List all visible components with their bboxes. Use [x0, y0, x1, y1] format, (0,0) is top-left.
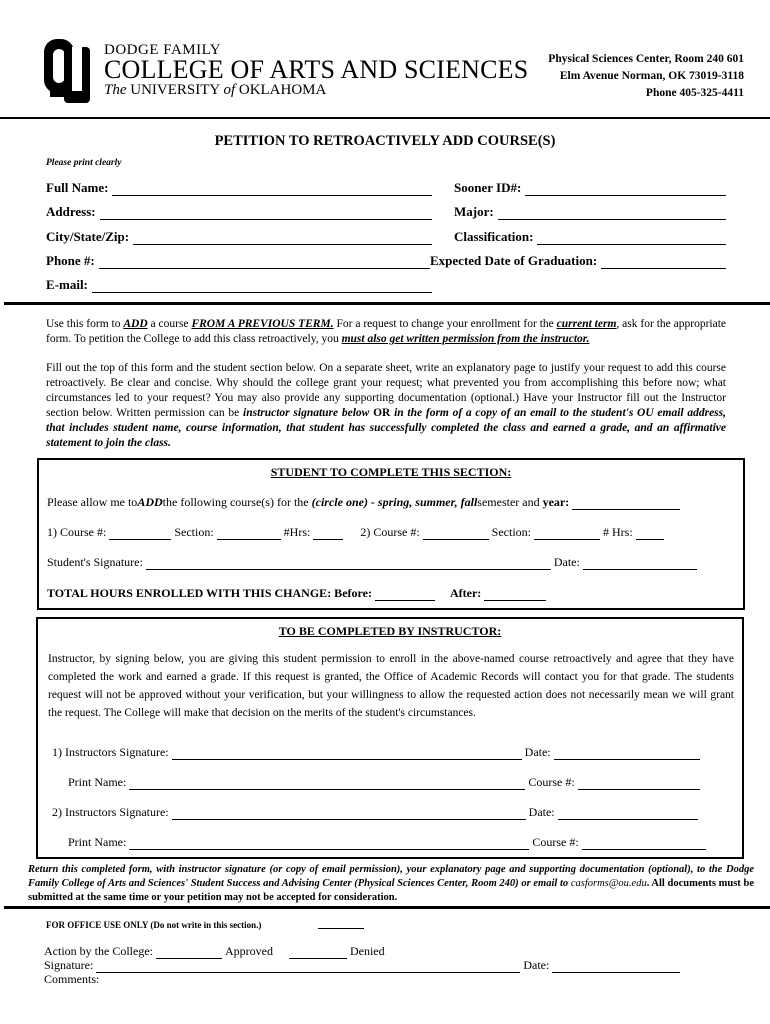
school-line-3: The UNIVERSITY of OKLAHOMA	[104, 82, 327, 98]
office-signature-row: Signature: Date:	[44, 958, 683, 973]
instructor-1-signature-row: 1) Instructors Signature: Date:	[52, 745, 703, 760]
college-address: Physical Sciences Center, Room 240 601 Elm Avenue Norman, OK 73019-3118 Phone 405-325-4411	[548, 53, 744, 99]
course-1-input[interactable]	[109, 527, 171, 540]
office-date-input[interactable]	[552, 960, 680, 973]
office-comments-label: Comments:	[44, 972, 100, 986]
student-section-title: STUDENT TO COMPLETE THIS SECTION:	[270, 465, 512, 479]
instructor-2-print-row: Print Name: Course #:	[68, 835, 709, 850]
instructor-section-title: TO BE COMPLETED BY INSTRUCTOR:	[278, 624, 502, 638]
ou-logo-mark	[42, 37, 94, 105]
instructor-2-print-input[interactable]	[129, 837, 529, 850]
instructor-2-signature-input[interactable]	[172, 807, 526, 820]
add-course-request: Please allow me to ADD the following course(s) for the (circle one) - spring, summer, fall semester and year:	[47, 495, 683, 510]
submission-email-link[interactable]: casforms@ou.edu	[570, 878, 647, 889]
instructor-2-date-input[interactable]	[558, 807, 698, 820]
student-section	[37, 458, 745, 610]
major-field[interactable]: Major:	[454, 204, 726, 220]
instructor-1-print-row: Print Name: Course #:	[68, 775, 703, 790]
student-signature-input[interactable]	[146, 557, 551, 570]
course-row: 1) Course #: Section: #Hrs: 2) Course #: Section: # Hrs:	[47, 525, 667, 540]
intro-paragraph-2: Fill out the top of this form and the student section below. On a separate sheet, write an explanatory page to justify your request to add this course retroactively. Be clear and concise. Why should the college grant your request; what prevented you from accomplishing this before now; what circumstances led to your request? You may also provide any supporting documentation (optional.) Have your Instructor fill out the Instructor section below. Written permission can be instructor signature below OR in the form of a copy of an email to the student's OU email address, that includes student name, course information, that student has successfully completed the class and earned a grade, and an affirmative statement to join the class.	[46, 362, 726, 449]
hours-before-input[interactable]	[375, 588, 435, 601]
instructor-1-signature-input[interactable]	[172, 747, 522, 760]
full-name-field[interactable]: Full Name:	[46, 180, 432, 196]
phone-field[interactable]: Phone #:	[46, 253, 430, 269]
school-line-1: DODGE FAMILY	[104, 42, 222, 58]
hrs-2-input[interactable]	[636, 527, 664, 540]
office-use-title: FOR OFFICE USE ONLY (Do not write in this section.)	[46, 920, 262, 930]
ou-logo	[42, 37, 94, 105]
hrs-1-input[interactable]	[313, 527, 343, 540]
student-date-input[interactable]	[583, 557, 697, 570]
instructor-section	[36, 617, 744, 859]
instructor-1-course-input[interactable]	[578, 777, 700, 790]
course-2-input[interactable]	[423, 527, 489, 540]
graduation-date-field[interactable]: Expected Date of Graduation:	[430, 253, 726, 269]
section-1-input[interactable]	[217, 527, 281, 540]
hours-after-input[interactable]	[484, 588, 546, 601]
instructor-instructions: Instructor, by signing below, you are giving this student permission to enroll in the above-named course retroactively and agree that they have completed the work and earned a grade. If this request is granted, the Office of Academic Records will contact you for that grade. The students request will not be approved without your verification, but your willingness to allow the requested action does not necessarily mean we will grant the request. The College will make that decision on the merits of the student's circumstances.	[48, 653, 734, 719]
instructor-1-date-input[interactable]	[554, 747, 700, 760]
year-input[interactable]	[572, 497, 680, 510]
instructor-1-print-input[interactable]	[129, 777, 525, 790]
office-divider	[4, 906, 770, 909]
print-clearly-note: Please print clearly	[46, 158, 122, 168]
college-action-row: Action by the College: Approved Denied	[44, 944, 385, 958]
address-field[interactable]: Address:	[46, 204, 432, 220]
return-instructions: Return this completed form, with instructor signature (or copy of email permission), your explanatory page and supporting documentation (optional), to the Dodge Family College of Arts and Sciences' Student Success and Advising Center (Physical Sciences Center, Room 240) or email to casforms@ou.edu. All documents must be submitted at the same time or your petition may not be accepted for consideration.	[28, 864, 754, 903]
office-line	[318, 928, 364, 929]
form-title: PETITION TO RETROACTIVELY ADD COURSE(S)	[214, 133, 556, 149]
section-divider	[4, 302, 770, 305]
classification-field[interactable]: Classification:	[454, 229, 726, 245]
sooner-id-field[interactable]: Sooner ID#:	[454, 180, 726, 196]
total-hours-row: TOTAL HOURS ENROLLED WITH THIS CHANGE: Before: After:	[47, 586, 549, 601]
intro-paragraph-1: Use this form to ADD a course FROM A PREVIOUS TERM. For a request to change your enrollment for the current term, ask for the appropriate form. To petition the College to add this class retroactively, you must also get written permission from the instructor.	[46, 318, 726, 345]
instructor-2-signature-row: 2) Instructors Signature: Date:	[52, 805, 701, 820]
instructor-2-course-input[interactable]	[582, 837, 706, 850]
student-signature-row: Student's Signature: Date:	[47, 555, 700, 570]
email-field[interactable]: E-mail:	[46, 277, 432, 293]
city-state-zip-field[interactable]: City/State/Zip:	[46, 229, 432, 245]
office-signature-input[interactable]	[96, 960, 520, 973]
header-divider	[0, 117, 770, 119]
section-2-input[interactable]	[534, 527, 600, 540]
school-line-2: COLLEGE OF ARTS AND SCIENCES	[104, 55, 529, 84]
